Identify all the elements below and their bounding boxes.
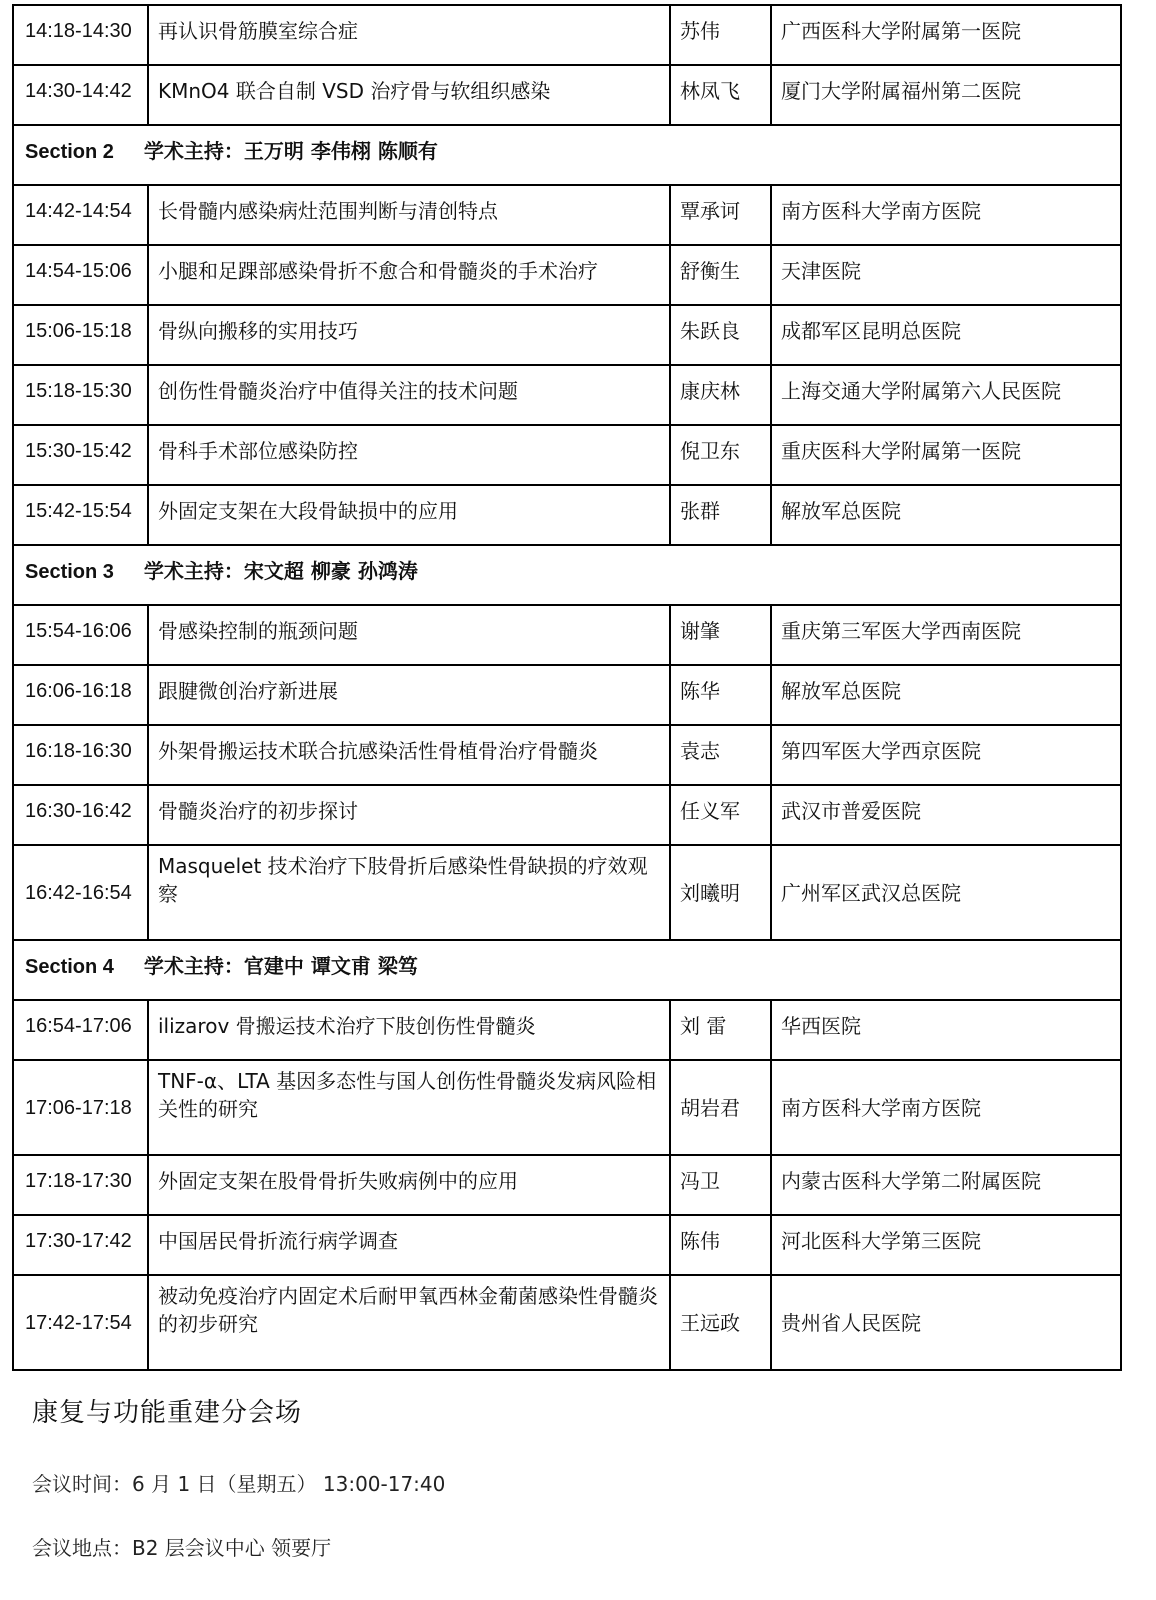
talk-time: 15:54-16:06	[13, 605, 148, 665]
meeting-place: 会议地点：B2 层会议中心 领要厅	[32, 1536, 332, 1560]
section-label: Section 4	[25, 956, 114, 978]
section-label: Section 2	[25, 141, 114, 163]
talk-topic: 外架骨搬运技术联合抗感染活性骨植骨治疗骨髓炎	[148, 725, 670, 785]
talk-hospital: 华西医院	[771, 1000, 1121, 1060]
talk-speaker: 胡岩君	[670, 1060, 771, 1155]
section-header-row	[13, 940, 1121, 1000]
talk-topic: 骨髓炎治疗的初步探讨	[148, 785, 670, 845]
section-host: 学术主持：王万明 李伟栩 陈顺有	[143, 139, 438, 163]
talk-row	[13, 1000, 1121, 1060]
talk-hospital: 广西医科大学附属第一医院	[771, 5, 1121, 65]
talk-time: 15:30-15:42	[13, 425, 148, 485]
talk-time: 16:18-16:30	[13, 725, 148, 785]
talk-row	[13, 1275, 1121, 1370]
talk-speaker: 张群	[670, 485, 771, 545]
talk-hospital: 河北医科大学第三医院	[771, 1215, 1121, 1275]
talk-row	[13, 365, 1121, 425]
section-host: 学术主持：官建中 谭文甫 梁笃	[143, 954, 418, 978]
talk-hospital: 第四军医大学西京医院	[771, 725, 1121, 785]
meeting-time: 会议时间：6 月 1 日（星期五） 13:00-17:40	[32, 1472, 446, 1496]
talk-hospital: 重庆第三军医大学西南医院	[771, 605, 1121, 665]
talk-row	[13, 305, 1121, 365]
talk-row	[13, 425, 1121, 485]
talk-time: 16:54-17:06	[13, 1000, 148, 1060]
section-label: Section 3	[25, 561, 114, 583]
talk-topic: 长骨髓内感染病灶范围判断与清创特点	[148, 185, 670, 245]
talk-row	[13, 1155, 1121, 1215]
talk-hospital: 厦门大学附属福州第二医院	[771, 65, 1121, 125]
talk-topic: ilizarov 骨搬运技术治疗下肢创伤性骨髓炎	[148, 1000, 670, 1060]
talk-speaker: 舒衡生	[670, 245, 771, 305]
talk-speaker: 袁志	[670, 725, 771, 785]
talk-hospital: 天津医院	[771, 245, 1121, 305]
talk-row	[13, 605, 1121, 665]
talk-hospital: 解放军总医院	[771, 485, 1121, 545]
talk-time: 14:42-14:54	[13, 185, 148, 245]
talk-row	[13, 665, 1121, 725]
talk-time: 14:18-14:30	[13, 5, 148, 65]
talk-hospital: 贵州省人民医院	[771, 1275, 1121, 1370]
talk-row	[13, 1060, 1121, 1155]
talk-speaker: 刘 雷	[670, 1000, 771, 1060]
talk-topic: 创伤性骨髓炎治疗中值得关注的技术问题	[148, 365, 670, 425]
talk-speaker: 覃承诃	[670, 185, 771, 245]
talk-time: 17:18-17:30	[13, 1155, 148, 1215]
talk-time: 17:42-17:54	[13, 1275, 148, 1370]
talk-time: 15:42-15:54	[13, 485, 148, 545]
talk-speaker: 谢肇	[670, 605, 771, 665]
section-header	[13, 545, 1121, 605]
talk-row	[13, 785, 1121, 845]
section-header	[13, 940, 1121, 1000]
talk-topic: 再认识骨筋膜室综合症	[148, 5, 670, 65]
talk-row	[13, 845, 1121, 940]
talk-hospital: 重庆医科大学附属第一医院	[771, 425, 1121, 485]
talk-speaker: 苏伟	[670, 5, 771, 65]
section-header-row	[13, 545, 1121, 605]
talk-speaker: 陈伟	[670, 1215, 771, 1275]
section-host: 学术主持：宋文超 柳豪 孙鸿涛	[143, 559, 418, 583]
talk-speaker: 林凤飞	[670, 65, 771, 125]
talk-row	[13, 65, 1121, 125]
talk-row	[13, 1215, 1121, 1275]
talk-topic: KMnO4 联合自制 VSD 治疗骨与软组织感染	[148, 65, 670, 125]
talk-row	[13, 245, 1121, 305]
talk-hospital: 南方医科大学南方医院	[771, 185, 1121, 245]
talk-speaker: 冯卫	[670, 1155, 771, 1215]
talk-time: 17:30-17:42	[13, 1215, 148, 1275]
talk-time: 15:18-15:30	[13, 365, 148, 425]
talk-speaker: 康庆林	[670, 365, 771, 425]
talk-topic: 外固定支架在股骨骨折失败病例中的应用	[148, 1155, 670, 1215]
talk-time: 15:06-15:18	[13, 305, 148, 365]
talk-topic: 中国居民骨折流行病学调查	[148, 1215, 670, 1275]
section-header	[13, 125, 1121, 185]
talk-hospital: 上海交通大学附属第六人民医院	[771, 365, 1121, 425]
section-header-row	[13, 125, 1121, 185]
talk-hospital: 成都军区昆明总医院	[771, 305, 1121, 365]
talk-hospital: 广州军区武汉总医院	[771, 845, 1121, 940]
talk-speaker: 任义军	[670, 785, 771, 845]
talk-topic: 跟腱微创治疗新进展	[148, 665, 670, 725]
talk-topic: Masquelet 技术治疗下肢骨折后感染性骨缺损的疗效观察	[148, 845, 670, 940]
talk-hospital: 解放军总医院	[771, 665, 1121, 725]
talk-topic: 骨科手术部位感染防控	[148, 425, 670, 485]
talk-speaker: 倪卫东	[670, 425, 771, 485]
talk-time: 16:06-16:18	[13, 665, 148, 725]
talk-row	[13, 485, 1121, 545]
talk-row	[13, 185, 1121, 245]
talk-speaker: 陈华	[670, 665, 771, 725]
talk-time: 16:42-16:54	[13, 845, 148, 940]
talk-topic: 被动免疫治疗内固定术后耐甲氧西林金葡菌感染性骨髓炎的初步研究	[148, 1275, 670, 1370]
talk-hospital: 武汉市普爱医院	[771, 785, 1121, 845]
talk-hospital: 南方医科大学南方医院	[771, 1060, 1121, 1155]
talk-topic: 外固定支架在大段骨缺损中的应用	[148, 485, 670, 545]
talk-speaker: 刘曦明	[670, 845, 771, 940]
talk-speaker: 王远政	[670, 1275, 771, 1370]
talk-topic: 小腿和足踝部感染骨折不愈合和骨髓炎的手术治疗	[148, 245, 670, 305]
talk-row	[13, 725, 1121, 785]
talk-hospital: 内蒙古医科大学第二附属医院	[771, 1155, 1121, 1215]
talk-topic: 骨纵向搬移的实用技巧	[148, 305, 670, 365]
talk-topic: 骨感染控制的瓶颈问题	[148, 605, 670, 665]
schedule-body	[13, 5, 1121, 1370]
session-title: 康复与功能重建分会场	[32, 1398, 303, 1428]
talk-row	[13, 5, 1121, 65]
talk-topic: TNF-α、LTA 基因多态性与国人创伤性骨髓炎发病风险相关性的研究	[148, 1060, 670, 1155]
talk-time: 14:30-14:42	[13, 65, 148, 125]
talk-time: 16:30-16:42	[13, 785, 148, 845]
talk-time: 14:54-15:06	[13, 245, 148, 305]
schedule-table	[12, 4, 1122, 1371]
talk-speaker: 朱跃良	[670, 305, 771, 365]
talk-time: 17:06-17:18	[13, 1060, 148, 1155]
